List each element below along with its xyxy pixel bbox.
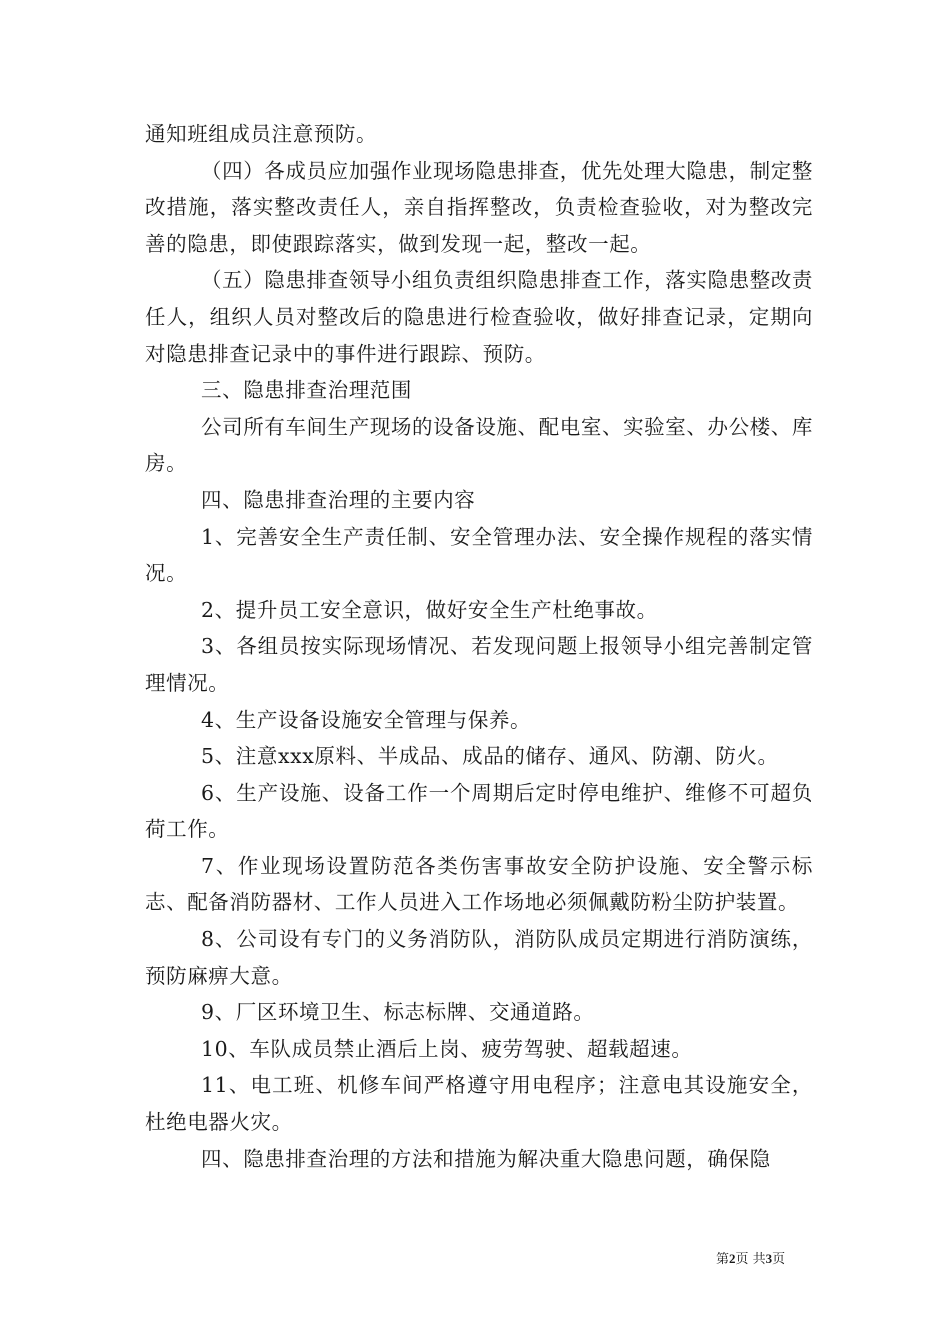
section-heading-4: 四、隐患排查治理的主要内容 <box>201 487 476 512</box>
section-heading-3: 三、隐患排查治理范围 <box>201 378 412 403</box>
list-item-7: 7、作业现场设置防范各类伤害事故安全防护设施、安全警示标志、配备消防器材、工作人员进入工作场地必须佩戴防粉尘防护装置。 <box>145 853 813 915</box>
paragraph-3: （五）隐患排查领导小组负责组织隐患排查工作，落实隐患整改责任人，组织人员对整改后的隐患进行检查验收，做好排查记录，定期向对隐患排查记录中的事件进行跟踪、预防。 <box>145 268 813 366</box>
page-footer <box>716 1248 785 1267</box>
list-item-5: 5、注意xxx原料、半成品、成品的储存、通风、防潮、防火。 <box>201 744 779 769</box>
document-body <box>145 116 813 1177</box>
list-item-3: 3、各组员按实际现场情况、若发现问题上报领导小组完善制定管理情况。 <box>145 634 813 695</box>
list-item-9: 9、厂区环境卫生、标志标牌、交通道路。 <box>201 1000 595 1025</box>
list-item-6: 6、生产设施、设备工作一个周期后定时停电维护、维修不可超负荷工作。 <box>145 780 813 842</box>
list-item-4: 4、生产设备设施安全管理与保养。 <box>201 707 532 732</box>
footer-page-number: 2 <box>729 1251 736 1266</box>
paragraph-1: 通知班组成员注意预防。 <box>145 122 378 146</box>
footer-suffix: 页 <box>772 1252 786 1267</box>
footer-total-pages: 3 <box>765 1251 773 1266</box>
section-heading-methods: 四、隐患排查治理的方法和措施为解决重大隐患问题，确保隐 <box>201 1146 771 1171</box>
paragraph-5: 公司所有车间生产现场的设备设施、配电室、实验室、办公楼、库房。 <box>145 414 813 476</box>
list-item-8: 8、公司设有专门的义务消防队，消防队成员定期进行消防演练，预防麻痹大意。 <box>145 927 813 988</box>
footer-middle: 页 共 <box>735 1252 766 1267</box>
list-item-1: 1、完善安全生产责任制、安全管理办法、安全操作规程的落实情况。 <box>145 524 813 586</box>
list-item-2: 2、提升员工安全意识，做好安全生产杜绝事故。 <box>201 597 658 622</box>
paragraph-2: （四）各成员应加强作业现场隐患排查，优先处理大隐患，制定整改措施，落实整改责任人，亲自指挥整改，负责检查验收，对为整改完善的隐患，即使跟踪落实，做到发现一起，整改一起。 <box>145 158 813 256</box>
footer-prefix: 第 <box>716 1252 730 1267</box>
list-item-11: 11、电工班、机修车间严格遵守用电程序；注意电其设施安全，杜绝电器火灾。 <box>145 1073 813 1135</box>
list-item-10: 10、车队成员禁止酒后上岗、疲劳驾驶、超载超速。 <box>201 1036 693 1061</box>
